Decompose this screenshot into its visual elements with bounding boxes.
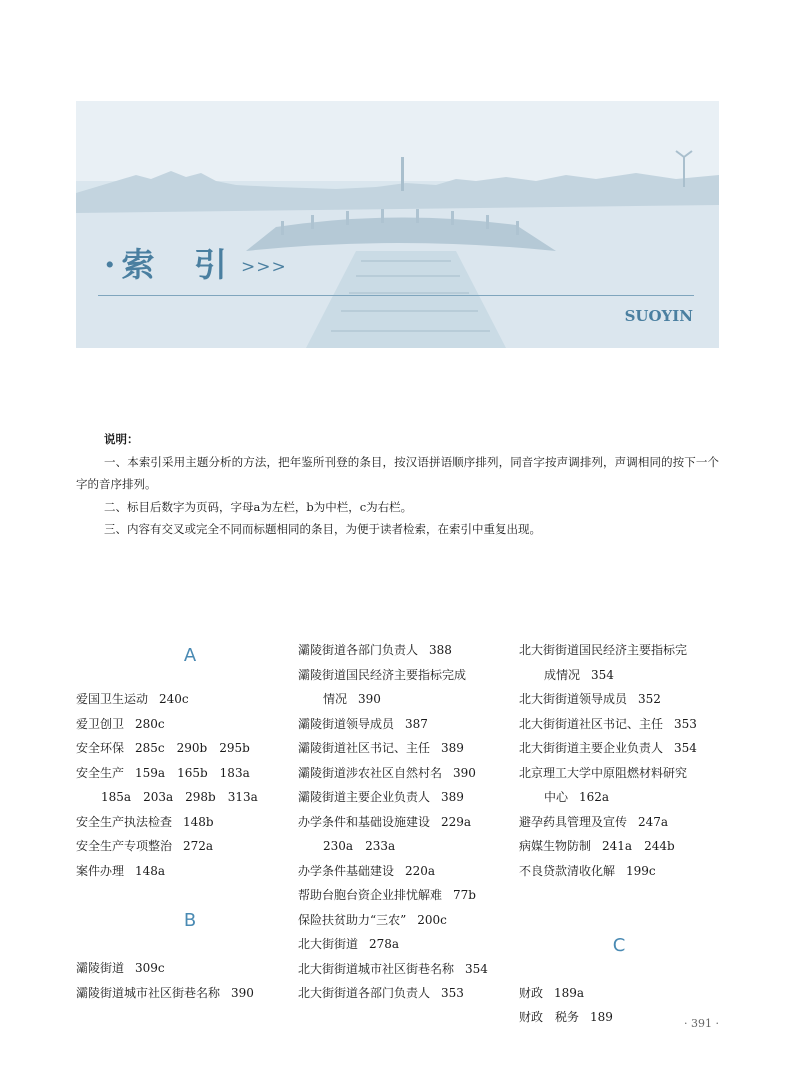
index-entry: 灞陵街道国民经济主要指标完成 (298, 667, 467, 682)
index-entry-continuation: 情况 390 (323, 692, 381, 706)
index-entry: 北大街街道 278a (298, 937, 400, 951)
section-banner (76, 101, 719, 348)
index-entry: 帮助台胞台资企业排忧解难 77b (298, 888, 476, 902)
index-entry: 北京理工大学中原阻燃材料研究 (519, 765, 688, 780)
index-entry: 财政 189a (519, 985, 585, 1000)
index-entry: 北大街街道领导成员 352 (519, 692, 661, 706)
index-entry: 灞陵街道城市社区街巷名称 390 (76, 985, 254, 1000)
index-column-2 (298, 638, 526, 1006)
index-entry: 爱卫创卫 280c (76, 716, 165, 731)
letter-heading-a: A (183, 645, 197, 666)
lake-pier-illustration (76, 101, 719, 348)
letter-heading-b: B (183, 910, 197, 931)
index-entry: 安全生产 159a 165b 183a (76, 765, 250, 780)
index-entry: 北大街街道社区书记、主任 353 (519, 716, 697, 731)
index-entry: 灞陵街道社区书记、主任 389 (298, 741, 464, 755)
index-entry: 灞陵街道涉农社区自然村名 390 (298, 765, 476, 780)
title-text: 索 引 (121, 245, 241, 284)
title-arrows: >>> (241, 257, 287, 277)
index-entry: 爱国卫生运动 240c (76, 692, 189, 706)
page-number: · 391 · (684, 1017, 719, 1030)
index-entry: 灞陵街道主要企业负责人 389 (298, 790, 464, 804)
index-entry-continuation: 成情况 354 (544, 667, 614, 682)
notes-heading: 说明： (104, 432, 139, 446)
index-entry-continuation: 230a 233a (323, 839, 396, 853)
index-subtitle: SUOYIN (624, 307, 693, 325)
index-entry-continuation: 185a 203a 298b 313a (101, 790, 258, 804)
notes-paragraph-2: 二、标目后数字为页码，字母a为左栏，b为中栏，c为右栏。 (104, 499, 413, 514)
title-dot: · (104, 245, 116, 284)
index-notes (76, 428, 719, 541)
index-entry: 案件办理 148a (76, 863, 166, 878)
index-entry: 灞陵街道领导成员 387 (298, 716, 428, 731)
index-title (104, 239, 287, 286)
notes-paragraph-3: 三、内容有交叉或完全不同而标题相同的条目，为便于读者检索，在索引中重复出现。 (104, 522, 541, 536)
index-entry: 灞陵街道 309c (76, 961, 165, 975)
index-entry: 不良贷款清收化解 199c (519, 863, 656, 878)
index-entry: 安全生产专项整治 272a (76, 839, 214, 853)
index-entry: 北大街街道主要企业负责人 354 (519, 741, 697, 755)
index-column-1 (76, 638, 304, 1005)
index-entry: 北大街街道城市社区街巷名称 354 (298, 961, 488, 976)
index-entry: 北大街街道各部门负责人 353 (298, 986, 464, 1000)
index-entry: 安全生产执法检查 148b (76, 814, 214, 829)
index-entry: 办学条件和基础设施建设 229a (298, 814, 472, 829)
index-entry: 办学条件基础建设 220a (298, 863, 436, 878)
notes-paragraph-1: 一、本索引采用主题分析的方法，把年鉴所刊登的条目，按汉语拼语顺序排列，同音字按声调排列，声调相同的按下一个字的音序排列。 (76, 454, 719, 491)
index-entry: 财政 税务 189 (519, 1010, 613, 1024)
index-entry-continuation: 中心 162a (544, 790, 610, 804)
index-entry: 保险扶贫助力“三农” 200c (298, 912, 447, 927)
index-entry: 安全环保 285c 290b 295b (76, 741, 250, 755)
index-entry: 避孕药具管理及宣传 247a (519, 814, 669, 829)
letter-heading-c: C (612, 934, 626, 956)
index-column-3 (519, 638, 719, 1030)
index-entry: 灞陵街道各部门负责人 388 (298, 643, 452, 657)
banner-divider (98, 295, 694, 296)
index-entry: 北大街街道国民经济主要指标完 (519, 643, 688, 657)
index-entry: 病媒生物防制 241a 244b (519, 839, 675, 853)
